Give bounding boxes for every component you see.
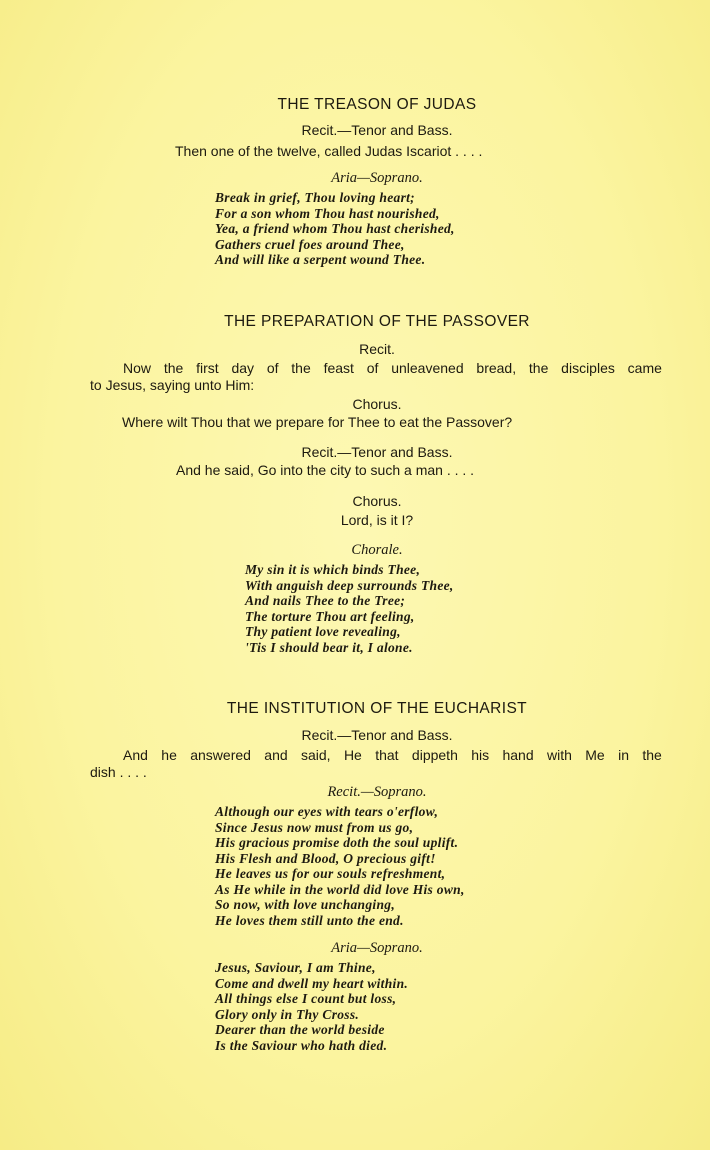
word: Me xyxy=(585,747,605,763)
recit-text-eucharist xyxy=(90,747,662,781)
word: of xyxy=(366,360,379,376)
recit-label-eucharist-2: Recit.—Soprano. xyxy=(327,784,427,800)
verse-line: Dearer than the world beside xyxy=(215,1022,385,1037)
recit-label-passover: Recit. xyxy=(359,341,395,357)
aria-label-judas: Aria—Soprano. xyxy=(331,170,423,186)
word: he xyxy=(161,747,177,763)
chorus-label-passover-2: Chorus. xyxy=(352,493,402,509)
verse-line: As He while in the world did love His own, xyxy=(215,881,465,897)
recit-verse-eucharist xyxy=(215,804,465,928)
recit-text-judas: Then one of the twelve, called Judas Iscariot . . . . xyxy=(175,143,483,159)
chorus-text-passover-1: Where wilt Thou that we prepare for Thee to eat the Passover? xyxy=(122,414,513,430)
verse-line: And nails Thee to the Tree; xyxy=(245,593,406,608)
word: and xyxy=(264,747,288,763)
verse-line: His Flesh and Blood, O precious gift! xyxy=(215,850,436,866)
verse-line: Gathers cruel foes around Thee, xyxy=(215,236,405,252)
word: Now xyxy=(123,360,152,376)
recit-line-2: dish . . . . xyxy=(90,764,147,780)
word: came xyxy=(627,360,662,376)
chorale-verse-passover xyxy=(245,562,454,655)
recit-line-1 xyxy=(90,747,662,764)
verse-line: Thy patient love revealing, xyxy=(245,624,401,639)
recit-text-passover xyxy=(90,360,662,394)
verse-line: And will like a serpent wound Thee. xyxy=(215,252,426,267)
verse-line: Since Jesus now must from us go, xyxy=(215,819,414,835)
verse-line: All things else I count but loss, xyxy=(215,991,397,1006)
verse-line: My sin it is which binds Thee, xyxy=(245,562,421,577)
word: in xyxy=(618,747,629,763)
verse-line: Jesus, Saviour, I am Thine, xyxy=(215,960,376,975)
verse-line: Glory only in Thy Cross. xyxy=(215,1006,360,1022)
section-title-passover: THE PREPARATION OF THE PASSOVER xyxy=(224,313,530,330)
word: that xyxy=(375,747,399,763)
verse-line: The torture Thou art feeling, xyxy=(245,608,415,624)
verse-line: So now, with love unchanging, xyxy=(215,897,396,912)
verse-line: He loves them still unto the end. xyxy=(215,912,404,928)
verse-line: For a son whom Thou hast nourished, xyxy=(215,205,440,221)
verse-line: Break in grief, Thou loving heart; xyxy=(215,190,415,205)
section-title-eucharist: THE INSTITUTION OF THE EUCHARIST xyxy=(226,700,528,717)
aria-label-eucharist: Aria—Soprano. xyxy=(331,940,423,956)
word: the xyxy=(528,360,549,376)
verse-line: Yea, a friend whom Thou hast cherished, xyxy=(215,221,455,236)
word: the xyxy=(291,360,311,376)
recit-line-2: to Jesus, saying unto Him: xyxy=(90,377,255,393)
word: unleavened xyxy=(391,360,464,376)
verse-line: With anguish deep surrounds Thee, xyxy=(245,577,454,593)
verse-line: He leaves us for our souls refreshment, xyxy=(215,866,446,881)
word: And xyxy=(123,747,148,763)
word: his xyxy=(471,747,490,763)
chorale-label-passover: Chorale. xyxy=(351,542,403,558)
chorus-label-passover-1: Chorus. xyxy=(352,396,402,412)
recit-line-1 xyxy=(90,360,662,377)
word: of xyxy=(266,360,279,376)
verse-line: Come and dwell my heart within. xyxy=(215,975,409,991)
word: feast xyxy=(323,360,354,376)
word: disciples xyxy=(561,360,615,376)
recit-label-eucharist: Recit.—Tenor and Bass. xyxy=(301,727,453,743)
aria-verse-judas xyxy=(215,190,455,268)
word: day xyxy=(231,360,255,376)
verse-line: His gracious promise doth the soul uplift. xyxy=(215,835,459,850)
recit-label-passover-2: Recit.—Tenor and Bass. xyxy=(301,444,453,460)
word: hand xyxy=(502,747,534,763)
word: said, xyxy=(301,747,331,763)
aria-verse-eucharist xyxy=(215,960,408,1053)
verse-line: 'Tis I should bear it, I alone. xyxy=(245,639,413,655)
word: the xyxy=(163,360,184,376)
word: bread, xyxy=(476,360,517,376)
word: He xyxy=(343,747,362,763)
recit-label-judas: Recit.—Tenor and Bass. xyxy=(301,122,453,138)
word: dippeth xyxy=(411,747,458,763)
chorus-text-passover-2: Lord, is it I? xyxy=(340,512,414,528)
verse-line: Is the Saviour who hath died. xyxy=(215,1037,388,1053)
word: first xyxy=(196,360,219,376)
word: with xyxy=(547,747,572,763)
section-title-judas: THE TREASON OF JUDAS xyxy=(277,96,477,113)
verse-line: Although our eyes with tears o'erflow, xyxy=(215,804,439,819)
recit-text-passover-2: And he said, Go into the city to such a man . . . . xyxy=(176,462,475,478)
word: the xyxy=(642,747,662,763)
word: answered xyxy=(190,747,251,763)
